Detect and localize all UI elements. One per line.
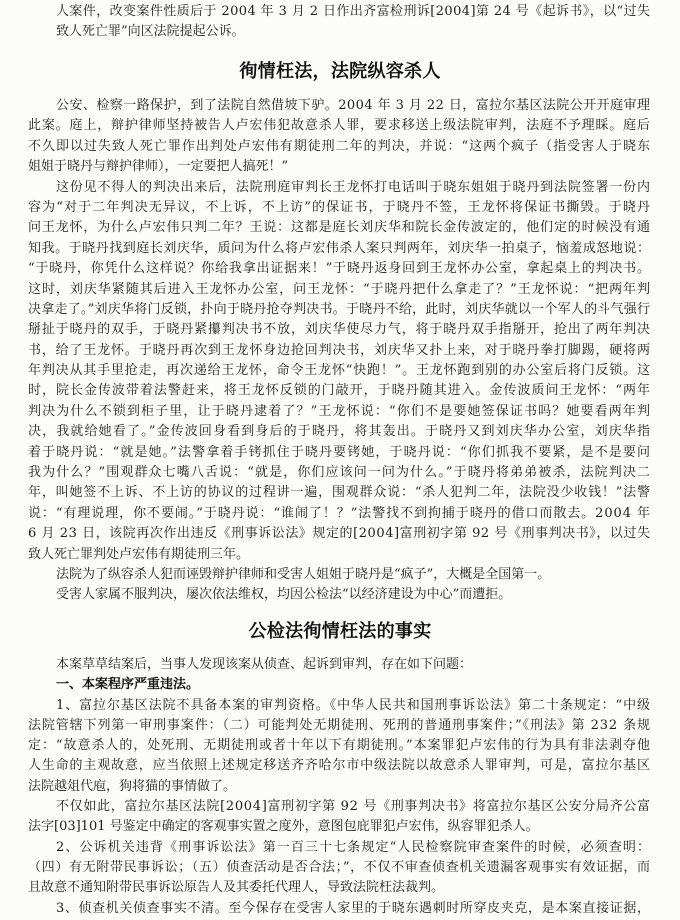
section-2-body xyxy=(0,655,680,919)
text-line: 此案。庭上，辩护律师坚持被告人卢宏伟犯故意杀人罪，要求移送上级法院审判，法庭不予理睬。庭后 xyxy=(28,118,651,134)
text-line: 这时，刘庆华紧随其后进入王龙怀办公室，问王龙怀：“于晓丹把什么拿走了？”王龙怀说：“把两年判 xyxy=(28,281,651,297)
paragraph xyxy=(0,178,680,565)
text-line: 姐姐于晓丹与辩护律师），一定要把人搞死！” xyxy=(28,159,289,175)
text-line: 2、公诉机关违背《刑事诉讼法》第一百三十七条规定“人民检察院审查案件的时候，必须查明： xyxy=(56,839,652,855)
text-line: 年判决从其手里抢走，再次递给王龙怀，命令王龙怀“快跑！”。王龙怀跑到别的办公室后将门反锁。这 xyxy=(28,363,651,379)
text-line: 3、侦查机关侦查事实不清。至今保存在受害人家里的于晓东遇刺时所穿皮夹克，是本案直接证据， xyxy=(56,900,651,916)
paragraph xyxy=(0,797,680,838)
text-line: 法院越俎代庖，狗将猫的事情做了。 xyxy=(28,778,237,794)
text-line: 我为什么？”围观群众七嘴八舌说：“就是，你们应该问一问为什么。”于晓丹将弟弟被杀，法院判决二 xyxy=(28,465,652,481)
text-line: 年，叫她签不上诉、不上访的协议的过程讲一遍，围观群众说：“杀人犯判二年，法院没少收钱！”法警 xyxy=(28,485,651,501)
section-heading: 徇情枉法，法院纵容杀人 xyxy=(239,61,441,82)
text-line: 人案件，改变案件性质后于 2004 年 3 月 2 日作出齐富检刑诉[2004]第 24 号《起诉书》，以“过失 xyxy=(56,4,651,19)
text-line: 问王龙怀，为什么卢宏伟只判二年？王说：这都是庭长刘庆华和院长金传波定的，他们定的时候没有通 xyxy=(28,220,651,236)
part-heading: 一、本案程序严重违法。 xyxy=(56,677,200,693)
text-line: 决，我就给她看了。”金传波回身看到身后的于晓丹，将其轰出。于晓丹又到刘庆华办公室，刘庆华指 xyxy=(28,424,652,440)
text-line: （四）有无附带民事诉讼；（五）侦查活动是否合法；”，不仅不审查侦查机关遗漏客观事实有效证据，而 xyxy=(28,859,651,875)
text-line: 定：“故意杀人的，处死刑、无期徒刑或者十年以下有期徒刑。”本案罪犯卢宏伟的行为具有非法剥夺他 xyxy=(28,738,651,754)
paragraph-intro xyxy=(0,2,680,43)
text-line: 6 月 23 日，该院再次作出违反《刑事诉讼法》规定的[2004]富刑初字第 92 号《刑事判决书》，以过失 xyxy=(28,526,651,542)
text-line: 法院为了纵容杀人犯而诬毁辩护律师和受害人姐姐于晓丹是“疯子”，大概是全国第一。 xyxy=(56,566,551,582)
paragraph xyxy=(0,899,680,919)
text-line: 书，给了王龙怀。于晓丹再次到王龙怀身边抢回判决书，刘庆华又扑上来，对于晓丹拳打脚踢，硬将两 xyxy=(28,342,651,358)
text-line: 不仅如此，富拉尔基区法院[2004]富刑初字第 92 号《刑事判决书》将富拉尔基区公安分局齐公富 xyxy=(56,799,651,815)
text-line: 判决为什么不锁到柜子里，让于晓丹逮着了？”王龙怀说：“你们不是要她签保证书吗？她要看两年判 xyxy=(28,403,652,419)
paragraph xyxy=(0,696,680,797)
text-line: 掰扯于晓丹的双手，于晓丹紧攥判决书不放，刘庆华使尽力气，将于晓丹双手指掰开，抢出了两年判决 xyxy=(28,322,651,338)
text-line: 1、富拉尔基区法院不具备本案的审判资格。《中华人民共和国刑事诉讼法》第二十条规定：“中级 xyxy=(56,697,651,713)
text-line: 时，院长金传波带着法警赶来，将王龙怀反锁的门敲开，于晓丹随其进入。金传波质问王龙怀：“两年 xyxy=(28,383,651,399)
paragraph xyxy=(0,585,680,605)
text-line: 法院管辖下列第一审刑事案件：（二）可能判处无期徒刑、死刑的普通刑事案件；”《刑法》第 232 条规 xyxy=(28,717,651,733)
text-line: “于晓丹，你凭什么这样说？你给我拿出证据来！”于晓丹返身回到王龙怀办公室，拿起桌上的判决书。 xyxy=(28,261,651,277)
text-line: 致人死亡罪”向区法院提起公诉。 xyxy=(56,24,245,40)
paragraph xyxy=(0,96,680,178)
text-line: 说：“有理说理，你不要闹。”于晓丹说：“谁闹了！？”法警找不到拘捕于晓丹的借口而散去。2004 年 xyxy=(28,505,651,521)
text-line: 公安、检察一路保护，到了法院自然借坡下驴。2004 年 3 月 22 日，富拉尔基区法院公开开庭审理 xyxy=(56,98,651,113)
text-line: 知我。于晓丹找到庭长刘庆华，质问为什么将卢宏伟杀人案只判两年，刘庆华一拍桌子，恼羞成怒地说： xyxy=(28,240,651,256)
text-line: 受害人家属不服判决，屡次依法维权，均因公检法“以经济建设为中心”而遭拒。 xyxy=(56,587,512,603)
paragraph xyxy=(0,565,680,585)
text-line: 法字[03]101 号鉴定中确定的客观事实置之度外，意图包庇罪犯卢宏伟，纵容罪犯杀人。 xyxy=(28,819,539,835)
lead-paragraph: 本案草草结案后，当事人发现该案从侦查、起诉到审判，存在如下问题： xyxy=(56,657,473,672)
section-1-body xyxy=(0,96,680,606)
text-line: 容为“对于二年判决无异议，不上诉，不上访”的保证书，于晓丹不签，王龙怀将保证书撕毁。于晓丹 xyxy=(28,199,652,215)
text-line: 不久即以过失致人死亡罪作出判处卢宏伟有期徒刑二年的判决，并说：“这两个疯子（指受害人于晓东 xyxy=(28,138,651,154)
text-line: 着于晓丹说：“就是她。”法警拿着手铐抓住于晓丹要铐她，于晓丹说：“你们抓我不要紧，是不是要问 xyxy=(28,444,652,460)
text-line: 决拿走了。”刘庆华将门反锁，扑向于晓丹抢夺判决书。于晓丹不给，此时，刘庆华就以一个军人的斗气强行 xyxy=(28,301,651,317)
paragraph xyxy=(0,838,680,899)
section-heading: 公检法徇情枉法的事实 xyxy=(248,621,432,642)
text-line: 致人死亡罪判处卢宏伟有期徒刑三年。 xyxy=(28,546,250,562)
text-line: 这份见不得人的判决出来后，法院刑庭审判长王龙怀打电话叫于晓东姐姐于晓丹到法院签署一份内 xyxy=(56,179,651,195)
text-line: 人生命的主观故意，应当依照上述规定移送齐齐哈尔市中级法院以故意杀人罪审判，可是，富拉尔基区 xyxy=(28,758,651,774)
text-line: 且故意不通知附带民事诉讼原告人及其委托代理人，导致法院枉法裁判。 xyxy=(28,880,445,896)
